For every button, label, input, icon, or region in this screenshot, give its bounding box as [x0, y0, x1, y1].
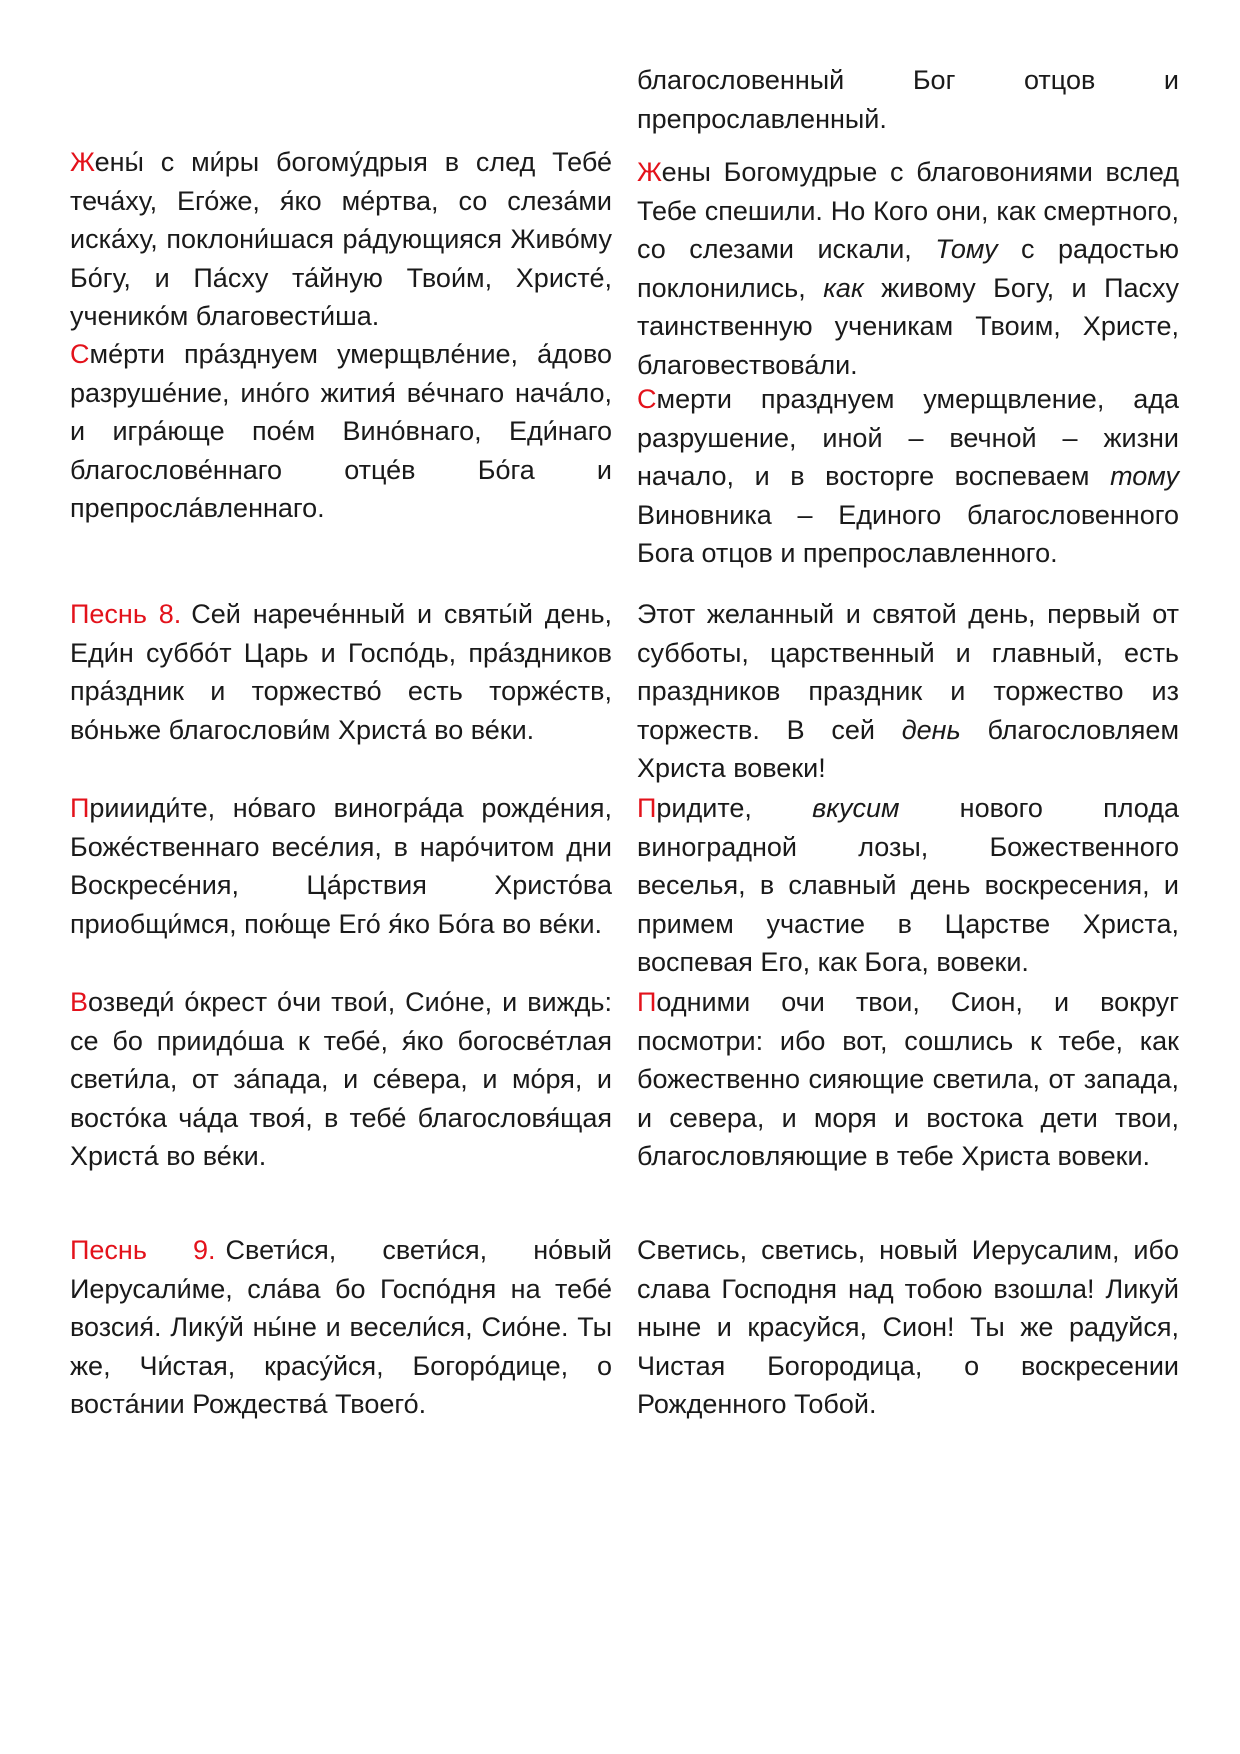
paragraph-text: ме́рти пра́зднуем умерщвле́ние, а́дово разруше́ние, ино́го жития́ ве́чнаго нача́ло, и игра́юще пое́м Вино́внаго, Еди́наго благослове́ннаго отце́в Бо́га и препросла́вленнаго.: [70, 339, 612, 524]
drop-initial: С: [637, 384, 657, 414]
drop-initial: П: [70, 793, 90, 823]
paragraph-text: озведи́ о́крест о́чи твои́, Сио́не, и виждь: се бо приидо́ша к тебе́, я́ко богосве́тлая свети́ла, от за́пада, и се́вера, и мо́ря, и восто́ка ча́да твоя́, в тебе́ благословя́щая Христа́ во ве́ки.: [70, 987, 612, 1172]
paragraph-text: Сей нарече́нный и святы́й день, Еди́н суббо́т Царь и Госпо́дь, пра́здников пра́здник и торжество́ есть торже́ств, во́ньже благослови́м Христа́ во ве́ки.: [70, 599, 613, 745]
paragraph-text: одними очи твои, Сион, и вокруг посмотри: ибо вот, сошлись к тебе, как божественно сияющие светила, от запада, и севера, и моря и востока дети твои, благословляющие в тебе Христа вовеки.: [637, 987, 1179, 1172]
left-paragraph-4: [70, 789, 612, 943]
paragraph-text: благословляем Христа вовеки!: [637, 714, 1180, 784]
paragraph-text: мерти празднуем умерщвление, ада разрушение, иной – вечной – жизни начало, и в восторге воспеваем: [637, 384, 1179, 492]
italic-word: тому: [1110, 461, 1179, 492]
paragraph-text: живому Богу, и Пасху таинственную ученикам Твоим, Христе, благовествова́ли.: [637, 272, 1179, 380]
left-paragraph-5: [70, 983, 612, 1176]
right-paragraph-6: [637, 1231, 1179, 1424]
left-paragraph-6: [70, 1231, 612, 1424]
paragraph-text: Светись, светись, новый Иерусалим, ибо слава Господня над тобою взошла! Ликуй ныне и красуйся, Сион! Ты же радуйся, Чистая Богородица, о воскресении Рожденного Тобой.: [637, 1235, 1179, 1420]
italic-word: день: [901, 714, 961, 745]
drop-initial: П: [637, 793, 657, 823]
paragraph-text: Виновника – Единого благословенного Бога отцов и препрославленного.: [637, 499, 1179, 569]
paragraph-text: риииди́те, но́ваго виногра́да рожде́ния, Боже́ственнаго весе́лия, в наро́читом дни Воскресе́ния, Ца́рствия Христо́ва приобщи́мся, пою́ще Его́ я́ко Бо́га во ве́ки.: [70, 793, 612, 939]
ode-label: Песнь 9.: [70, 1235, 216, 1265]
right-continuation: благословенный Бог отцов и препрославленный.: [637, 65, 1179, 134]
left-paragraph-2: [70, 335, 612, 528]
drop-initial: П: [637, 987, 657, 1017]
drop-initial: В: [70, 987, 89, 1017]
right-paragraph-3: [637, 595, 1179, 788]
left-paragraph-1: [70, 143, 612, 336]
left-paragraph-3: [70, 595, 612, 749]
italic-word: вкусим: [812, 793, 900, 823]
right-paragraph-4: [637, 789, 1179, 982]
paragraph-text: ридите,: [656, 793, 813, 823]
paragraph-text: ены́ с ми́ры богому́дрыя в след Тебе́ теча́ху, Его́же, я́ко ме́ртва, со слеза́ми иска́ху, поклони́шася ра́дующияся Живо́му Бо́гу, и Па́сху та́йную Твои́м, Христе́, ученико́м благовести́ша.: [70, 147, 612, 332]
paragraph-text: Свети́ся, свети́ся, но́вый Иерусали́ме, сла́ва бо Госпо́дня на тебе́ возсия́. Лику́й ны́не и весели́ся, Сио́не. Ты же, Чи́стая, красу́йся, Богоро́дице, о воста́нии Рождества́ Твоего́.: [70, 1235, 612, 1420]
paragraph-text: ены Богомудрые с благовониями вслед Тебе спешили. Но Кого они, как смертного, со слезами искали,: [637, 157, 1179, 265]
paragraph-text: с радостью поклонились,: [637, 234, 1179, 303]
ode-label: Песнь 8.: [70, 599, 182, 629]
drop-initial: Ж: [637, 157, 662, 187]
right-paragraph-2: [637, 380, 1179, 573]
italic-word: Тому: [935, 234, 998, 265]
paragraph-text: Этот желанный и святой день, первый от субботы, царственный и главный, есть праздников праздник и торжество из торжеств. В сей: [637, 599, 1179, 745]
right-paragraph-5: [637, 983, 1179, 1176]
paragraph-text: нового плода виноградной лозы, Божественного веселья, в славный день воскресения, и примем участие в Царстве Христа, воспевая Его, как Бога, вовеки.: [637, 793, 1179, 978]
drop-initial: С: [70, 339, 90, 369]
italic-word: как: [823, 272, 864, 303]
drop-initial: Ж: [70, 147, 95, 177]
right-paragraph-1: [637, 153, 1179, 385]
